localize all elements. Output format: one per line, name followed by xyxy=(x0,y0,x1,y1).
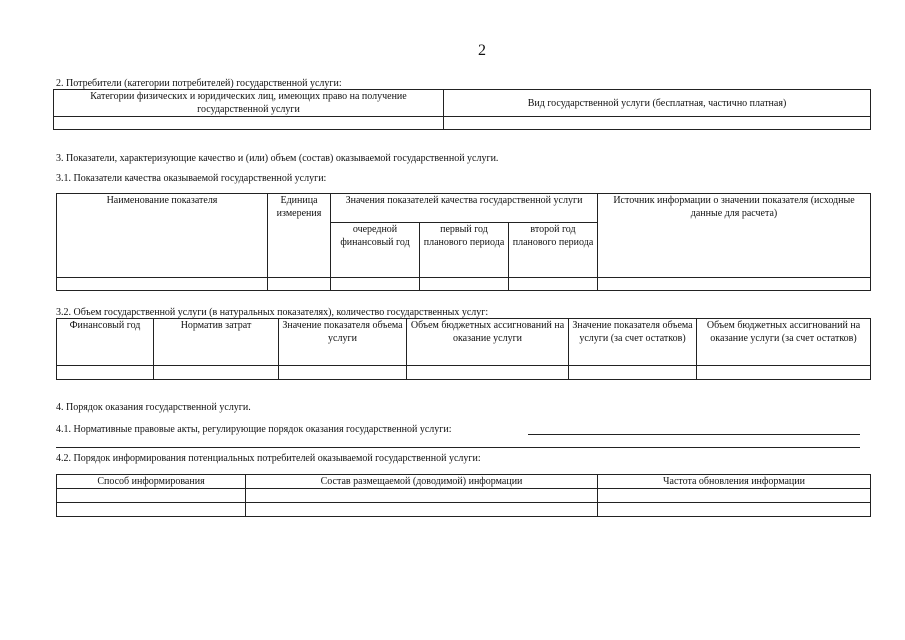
informing-table xyxy=(56,474,871,517)
header-indicator-name: Наименование показателя xyxy=(57,194,268,278)
header-budget-allocation-remainder: Объем бюджетных ассигнований на оказание услуги (за счет остатков) xyxy=(697,319,871,366)
header-information-content: Состав размещаемой (доводимой) информации xyxy=(246,475,598,489)
table-cell xyxy=(246,503,598,517)
table-cell xyxy=(154,366,279,380)
table-cell xyxy=(598,503,871,517)
consumers-table xyxy=(53,89,871,130)
consumers-header-type: Вид государственной услуги (бесплатная, частично платная) xyxy=(444,90,871,117)
quality-indicators-table xyxy=(56,193,871,291)
table-cell xyxy=(57,489,246,503)
header-volume-value-remainder: Значение показателя объема услуги (за счет остатков) xyxy=(569,319,697,366)
table-cell xyxy=(57,278,268,291)
header-second-year: второй год планового периода xyxy=(509,223,598,278)
table-cell xyxy=(57,366,154,380)
table-cell xyxy=(420,278,509,291)
header-informing-method: Способ информирования xyxy=(57,475,246,489)
table-cell xyxy=(57,503,246,517)
table-cell xyxy=(697,366,871,380)
fill-line xyxy=(56,447,860,448)
table-cell xyxy=(279,366,407,380)
header-volume-value: Значение показателя объема услуги xyxy=(279,319,407,366)
table-cell xyxy=(444,117,871,130)
table-cell xyxy=(246,489,598,503)
header-next-year: очередной финансовый год xyxy=(331,223,420,278)
table-cell xyxy=(598,489,871,503)
section-3-title: 3. Показатели, характеризующие качество и (или) объем (состав) оказываемой государственной услуги. xyxy=(56,153,499,164)
header-source: Источник информации о значении показателя (исходные данные для расчета) xyxy=(598,194,871,278)
page-number: 2 xyxy=(478,42,486,59)
section-3-1-title: 3.1. Показатели качества оказываемой государственной услуги: xyxy=(56,173,327,184)
section-4-2-title: 4.2. Порядок информирования потенциальных потребителей оказываемой государственной услуги: xyxy=(56,453,481,464)
header-unit: Единица измерения xyxy=(268,194,331,278)
table-cell xyxy=(331,278,420,291)
header-first-year: первый год планового периода xyxy=(420,223,509,278)
section-4-title: 4. Порядок оказания государственной услуги. xyxy=(56,402,251,413)
section-4-1-title: 4.1. Нормативные правовые акты, регулирующие порядок оказания государственной услуги: xyxy=(56,424,452,435)
table-cell xyxy=(407,366,569,380)
header-update-frequency: Частота обновления информации xyxy=(598,475,871,489)
section-2-title: 2. Потребители (категории потребителей) государственной услуги: xyxy=(56,78,342,89)
header-cost-norm: Норматив затрат xyxy=(154,319,279,366)
header-fiscal-year: Финансовый год xyxy=(57,319,154,366)
fill-line xyxy=(528,434,860,435)
table-cell xyxy=(598,278,871,291)
volume-table xyxy=(56,318,871,380)
header-values: Значения показателей качества государственной услуги xyxy=(331,194,598,223)
consumers-header-categories: Категории физических и юридических лиц, имеющих право на получение государственной услуги xyxy=(54,90,444,117)
header-budget-allocation: Объем бюджетных ассигнований на оказание услуги xyxy=(407,319,569,366)
table-cell xyxy=(509,278,598,291)
table-cell xyxy=(268,278,331,291)
table-cell xyxy=(569,366,697,380)
table-cell xyxy=(54,117,444,130)
section-3-2-title: 3.2. Объем государственной услуги (в натуральных показателях), количество государственных услуг: xyxy=(56,307,489,318)
